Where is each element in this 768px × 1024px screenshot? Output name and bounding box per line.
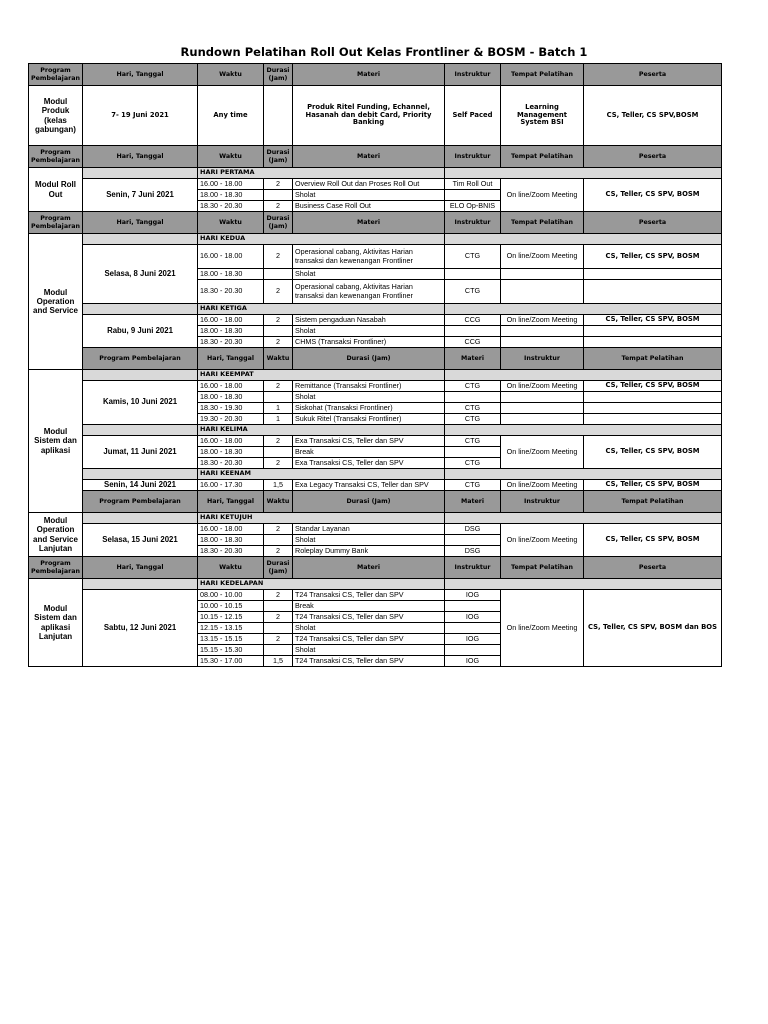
duration-cell: 2 — [264, 634, 293, 645]
day-band — [445, 579, 722, 590]
duration-cell — [264, 190, 293, 201]
header-program: Program Pembelajaran — [29, 212, 83, 234]
time-cell: 18.00 - 18.30 — [198, 190, 264, 201]
instructor-cell: IOG — [445, 656, 501, 667]
instructor-cell — [445, 447, 501, 458]
date-cell: Kamis, 10 Juni 2021 — [83, 381, 198, 425]
header-row — [29, 64, 722, 86]
instructor-cell — [445, 190, 501, 201]
instructor-cell: Self Paced — [445, 86, 501, 146]
instructor-cell — [445, 392, 501, 403]
header-time: Waktu — [264, 491, 293, 513]
participants-cell — [584, 414, 722, 425]
day-band — [445, 370, 722, 381]
date-cell: Senin, 7 Juni 2021 — [83, 179, 198, 212]
participants-cell — [584, 280, 722, 304]
header-venue: Tempat Pelatihan — [501, 557, 584, 579]
date-cell: Rabu, 9 Juni 2021 — [83, 315, 198, 348]
venue-cell: On line/Zoom Meeting — [501, 381, 584, 392]
time-cell: 18.30 - 20.30 — [198, 546, 264, 557]
duration-cell: 2 — [264, 590, 293, 601]
duration-cell: 2 — [264, 245, 293, 269]
header-time: Waktu — [198, 146, 264, 168]
duration-cell: 2 — [264, 179, 293, 190]
material-cell: Exa Transaksi CS, Teller dan SPV — [293, 458, 445, 469]
duration-cell: 2 — [264, 546, 293, 557]
material-cell: Break — [293, 601, 445, 612]
day-band — [83, 469, 198, 480]
duration-cell: 2 — [264, 458, 293, 469]
participants-cell: CS, Teller, CS SPV, BOSM — [584, 524, 722, 557]
header-instructor: Instruktur — [501, 491, 584, 513]
material-cell: Sholat — [293, 623, 445, 634]
header-instructor: Instruktur — [501, 348, 584, 370]
instructor-cell — [445, 535, 501, 546]
venue-cell — [501, 337, 584, 348]
day-band — [83, 513, 198, 524]
header-duration: Durasi (Jam) — [264, 212, 293, 234]
instructor-cell: CTG — [445, 280, 501, 304]
document-title: Rundown Pelatihan Roll Out Kelas Frontliner & BOSM - Batch 1 — [180, 45, 588, 59]
venue-cell: On line/Zoom Meeting — [501, 315, 584, 326]
day-band — [445, 469, 722, 480]
participants-cell — [584, 403, 722, 414]
header-participants: Peserta — [584, 146, 722, 168]
table-row — [29, 234, 722, 245]
table-row — [29, 245, 722, 269]
venue-cell — [501, 280, 584, 304]
time-cell: 18.00 - 18.30 — [198, 447, 264, 458]
duration-cell — [264, 326, 293, 337]
instructor-cell: CCG — [445, 337, 501, 348]
duration-cell: 2 — [264, 612, 293, 623]
time-cell: 18.00 - 18.30 — [198, 392, 264, 403]
material-cell: Business Case Roll Out — [293, 201, 445, 212]
participants-cell: CS, Teller, CS SPV, BOSM — [584, 179, 722, 212]
header-row — [29, 348, 722, 370]
material-cell: Produk Ritel Funding, Echannel, Hasanah dan debit Card, Priority Banking — [293, 86, 445, 146]
instructor-cell: DSG — [445, 546, 501, 557]
venue-cell: On line/Zoom Meeting — [501, 245, 584, 269]
header-material: Materi — [293, 64, 445, 86]
material-cell: Exa Legacy Transaksi CS, Teller dan SPV — [293, 480, 445, 491]
header-row — [29, 146, 722, 168]
time-cell: 16.00 - 18.00 — [198, 315, 264, 326]
instructor-cell — [445, 269, 501, 280]
participants-cell: CS, Teller, CS SPV, BOSM dan BOS — [584, 590, 722, 667]
venue-cell: Learning Management System BSI — [501, 86, 584, 146]
time-cell: 18.00 - 18.30 — [198, 269, 264, 280]
day-label: HARI KEDUA — [198, 234, 445, 245]
header-date: Hari, Tanggal — [83, 212, 198, 234]
time-cell: 18.00 - 18.30 — [198, 326, 264, 337]
day-band — [445, 234, 722, 245]
table-row — [29, 513, 722, 524]
participants-cell: CS, Teller, CS SPV, BOSM — [584, 436, 722, 469]
day-label: HARI KEEMPAT — [198, 370, 445, 381]
time-cell: 13.15 - 15.15 — [198, 634, 264, 645]
duration-cell: 1 — [264, 403, 293, 414]
day-band — [83, 370, 198, 381]
header-material: Materi — [445, 491, 501, 513]
program-cell: Modul Operation and Service Lanjutan — [29, 513, 83, 557]
table-row — [29, 381, 722, 392]
material-cell: T24 Transaksi CS, Teller dan SPV — [293, 656, 445, 667]
time-cell: 12.15 - 13.15 — [198, 623, 264, 634]
date-cell: Jumat, 11 Juni 2021 — [83, 436, 198, 469]
header-time: Waktu — [198, 557, 264, 579]
table-row — [29, 86, 722, 146]
time-cell: 16.00 - 18.00 — [198, 179, 264, 190]
table-row — [29, 579, 722, 590]
table-row — [29, 590, 722, 601]
header-participants: Peserta — [584, 557, 722, 579]
participants-cell: CS, Teller, CS SPV, BOSM — [584, 245, 722, 269]
header-date: Hari, Tanggal — [83, 557, 198, 579]
day-label: HARI KEDELAPAN — [198, 579, 445, 590]
day-label: HARI KETUJUH — [198, 513, 445, 524]
header-venue: Tempat Pelatihan — [584, 348, 722, 370]
duration-cell — [264, 86, 293, 146]
participants-cell — [584, 269, 722, 280]
header-program: Program Pembelajaran — [83, 491, 198, 513]
day-band — [83, 168, 198, 179]
duration-cell — [264, 447, 293, 458]
venue-cell — [501, 269, 584, 280]
material-cell: Sholat — [293, 535, 445, 546]
material-cell: Sholat — [293, 269, 445, 280]
header-instructor: Instruktur — [445, 212, 501, 234]
time-cell: 16.00 - 18.00 — [198, 524, 264, 535]
day-band — [445, 425, 722, 436]
time-cell: 18.30 - 20.30 — [198, 280, 264, 304]
material-cell: Operasional cabang, Aktivitas Harian transaksi dan kewenangan Frontliner — [293, 245, 445, 269]
header-duration: Durasi (Jam) — [293, 491, 445, 513]
header-venue: Tempat Pelatihan — [501, 212, 584, 234]
time-cell: 18.00 - 18.30 — [198, 535, 264, 546]
header-time: Waktu — [264, 348, 293, 370]
header-program: Program Pembelajaran — [83, 348, 198, 370]
material-cell: Exa Transaksi CS, Teller dan SPV — [293, 436, 445, 447]
day-band — [445, 168, 722, 179]
duration-cell: 2 — [264, 436, 293, 447]
duration-cell — [264, 623, 293, 634]
instructor-cell: DSG — [445, 524, 501, 535]
time-cell: 10.15 - 12.15 — [198, 612, 264, 623]
material-cell: Break — [293, 447, 445, 458]
time-cell: 15.30 - 17.00 — [198, 656, 264, 667]
instructor-cell: CTG — [445, 403, 501, 414]
time-cell: 10.00 - 10.15 — [198, 601, 264, 612]
header-instructor: Instruktur — [445, 557, 501, 579]
date-cell: 7- 19 Juni 2021 — [83, 86, 198, 146]
material-cell: CHMS (Transaksi Frontliner) — [293, 337, 445, 348]
instructor-cell — [445, 326, 501, 337]
venue-cell: On line/Zoom Meeting — [501, 179, 584, 212]
header-duration: Durasi (Jam) — [264, 146, 293, 168]
table-row — [29, 480, 722, 491]
instructor-cell: IOG — [445, 590, 501, 601]
material-cell: Standar Layanan — [293, 524, 445, 535]
program-cell: Modul Operation and Service — [29, 234, 83, 370]
instructor-cell: CTG — [445, 458, 501, 469]
table-row — [29, 425, 722, 436]
header-participants: Peserta — [584, 64, 722, 86]
instructor-cell: CTG — [445, 480, 501, 491]
time-cell: Any time — [198, 86, 264, 146]
time-cell: 18.30 - 20.30 — [198, 337, 264, 348]
header-duration: Durasi (Jam) — [293, 348, 445, 370]
duration-cell: 1,5 — [264, 480, 293, 491]
day-label: HARI KETIGA — [198, 304, 445, 315]
day-label: HARI KELIMA — [198, 425, 445, 436]
day-band — [83, 425, 198, 436]
program-cell: Modul Sistem dan aplikasi Lanjutan — [29, 579, 83, 667]
instructor-cell: CTG — [445, 245, 501, 269]
duration-cell — [264, 535, 293, 546]
material-cell: Roleplay Dummy Bank — [293, 546, 445, 557]
venue-cell — [501, 326, 584, 337]
header-duration: Durasi (Jam) — [264, 64, 293, 86]
header-venue: Tempat Pelatihan — [501, 146, 584, 168]
instructor-cell: CCG — [445, 315, 501, 326]
header-row — [29, 557, 722, 579]
header-program: Program Pembelajaran — [29, 64, 83, 86]
instructor-cell: ELO Op-BNIS — [445, 201, 501, 212]
date-cell: Sabtu, 12 Juni 2021 — [83, 590, 198, 667]
table-row — [29, 168, 722, 179]
duration-cell: 1,5 — [264, 656, 293, 667]
instructor-cell — [445, 601, 501, 612]
material-cell: Sholat — [293, 645, 445, 656]
date-cell: Selasa, 8 Juni 2021 — [83, 245, 198, 304]
header-time: Waktu — [198, 64, 264, 86]
time-cell: 16.00 - 18.00 — [198, 245, 264, 269]
material-cell: Remittance (Transaksi Frontliner) — [293, 381, 445, 392]
participants-cell — [584, 326, 722, 337]
date-cell: Selasa, 15 Juni 2021 — [83, 524, 198, 557]
day-label: HARI KEENAM — [198, 469, 445, 480]
material-cell: Sholat — [293, 392, 445, 403]
participants-cell — [584, 337, 722, 348]
instructor-cell: CTG — [445, 436, 501, 447]
participants-cell: CS, Teller, CS SPV, BOSM — [584, 381, 722, 392]
duration-cell: 2 — [264, 201, 293, 212]
day-band — [445, 513, 722, 524]
instructor-cell: IOG — [445, 612, 501, 623]
material-cell: Sholat — [293, 190, 445, 201]
duration-cell — [264, 392, 293, 403]
rundown-table — [28, 63, 722, 667]
material-cell: Overview Roll Out dan Proses Roll Out — [293, 179, 445, 190]
time-cell: 16.00 - 18.00 — [198, 381, 264, 392]
program-cell: Modul Roll Out — [29, 168, 83, 212]
header-duration: Durasi (Jam) — [264, 557, 293, 579]
table-row — [29, 179, 722, 190]
header-material: Materi — [445, 348, 501, 370]
header-time: Waktu — [198, 212, 264, 234]
participants-cell — [584, 392, 722, 403]
header-program: Program Pembelajaran — [29, 146, 83, 168]
table-row — [29, 304, 722, 315]
material-cell: T24 Transaksi CS, Teller dan SPV — [293, 612, 445, 623]
header-date: Hari, Tanggal — [83, 64, 198, 86]
material-cell: Sholat — [293, 326, 445, 337]
venue-cell — [501, 392, 584, 403]
time-cell: 18.30 - 20.30 — [198, 201, 264, 212]
time-cell: 18.30 - 20.30 — [198, 458, 264, 469]
header-material: Materi — [293, 557, 445, 579]
venue-cell — [501, 403, 584, 414]
day-band — [83, 579, 198, 590]
duration-cell — [264, 645, 293, 656]
instructor-cell: IOG — [445, 634, 501, 645]
time-cell: 16.00 - 17.30 — [198, 480, 264, 491]
day-band — [83, 304, 198, 315]
instructor-cell — [445, 623, 501, 634]
header-row — [29, 491, 722, 513]
duration-cell: 2 — [264, 337, 293, 348]
time-cell: 08.00 - 10.00 — [198, 590, 264, 601]
material-cell: Sukuk Ritel (Transaksi Frontliner) — [293, 414, 445, 425]
header-material: Materi — [293, 212, 445, 234]
venue-cell: On line/Zoom Meeting — [501, 480, 584, 491]
header-date: Hari, Tanggal — [83, 146, 198, 168]
time-cell: 18.30 - 19.30 — [198, 403, 264, 414]
header-venue: Tempat Pelatihan — [584, 491, 722, 513]
table-row — [29, 524, 722, 535]
time-cell: 19.30 - 20.30 — [198, 414, 264, 425]
header-date: Hari, Tanggal — [198, 348, 264, 370]
header-instructor: Instruktur — [445, 64, 501, 86]
venue-cell: On line/Zoom Meeting — [501, 524, 584, 557]
table-row — [29, 370, 722, 381]
venue-cell — [501, 414, 584, 425]
header-venue: Tempat Pelatihan — [501, 64, 584, 86]
duration-cell: 2 — [264, 524, 293, 535]
material-cell: Sistem pengaduan Nasabah — [293, 315, 445, 326]
table-row — [29, 469, 722, 480]
material-cell: T24 Transaksi CS, Teller dan SPV — [293, 634, 445, 645]
time-cell: 15.15 - 15.30 — [198, 645, 264, 656]
participants-cell: CS, Teller, CS SPV, BOSM — [584, 480, 722, 491]
duration-cell — [264, 601, 293, 612]
material-cell: T24 Transaksi CS, Teller dan SPV — [293, 590, 445, 601]
header-row — [29, 212, 722, 234]
header-date: Hari, Tanggal — [198, 491, 264, 513]
participants-cell: CS, Teller, CS SPV, BOSM — [584, 315, 722, 326]
instructor-cell: Tim Roll Out — [445, 179, 501, 190]
table-row — [29, 436, 722, 447]
duration-cell — [264, 269, 293, 280]
header-participants: Peserta — [584, 212, 722, 234]
header-material: Materi — [293, 146, 445, 168]
header-program: Program Pembelajaran — [29, 557, 83, 579]
day-band — [83, 234, 198, 245]
duration-cell: 2 — [264, 381, 293, 392]
time-cell: 16.00 - 18.00 — [198, 436, 264, 447]
instructor-cell: CTG — [445, 414, 501, 425]
duration-cell: 2 — [264, 315, 293, 326]
date-cell: Senin, 14 Juni 2021 — [83, 480, 198, 491]
duration-cell: 2 — [264, 280, 293, 304]
material-cell: Operasional cabang, Aktivitas Harian transaksi dan kewenangan Frontliner — [293, 280, 445, 304]
instructor-cell: CTG — [445, 381, 501, 392]
venue-cell: On line/Zoom Meeting — [501, 590, 584, 667]
table-row — [29, 315, 722, 326]
participants-cell: CS, Teller, CS SPV,BOSM — [584, 86, 722, 146]
material-cell: Siskohat (Transaksi Frontliner) — [293, 403, 445, 414]
program-cell: Modul Produk (kelas gabungan) — [29, 86, 83, 146]
venue-cell: On line/Zoom Meeting — [501, 436, 584, 469]
header-instructor: Instruktur — [445, 146, 501, 168]
program-cell: Modul Sistem dan aplikasi — [29, 370, 83, 513]
instructor-cell — [445, 645, 501, 656]
duration-cell: 1 — [264, 414, 293, 425]
day-band — [445, 304, 722, 315]
day-label: HARI PERTAMA — [198, 168, 445, 179]
